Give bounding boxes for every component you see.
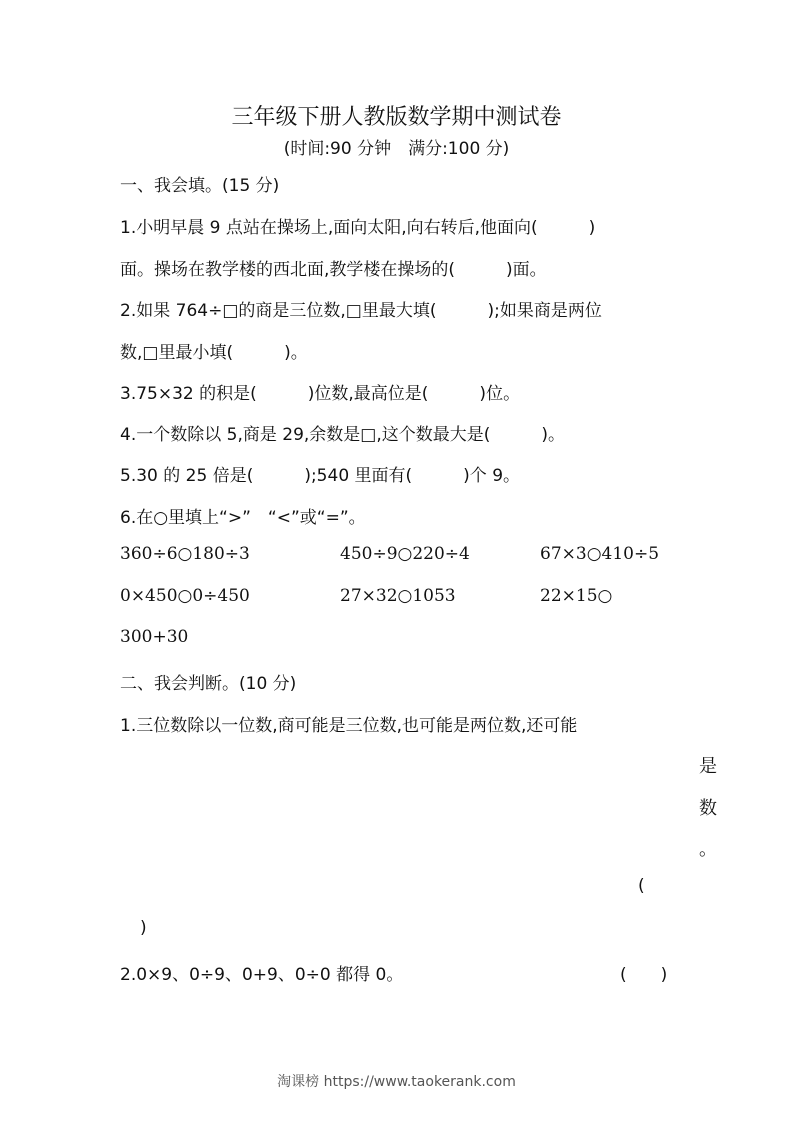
question-1-line-2: 面。操场在教学楼的西北面,教学楼在操场的( )面。	[120, 260, 547, 280]
judge-question-1-wrap-char: 。	[699, 839, 717, 860]
question-2-line-2: 数,□里最小填( )。	[120, 343, 308, 363]
footer-watermark: 淘课榜 https://www.taokerank.com	[277, 1074, 516, 1090]
compare-item: 360÷6○180÷3	[120, 544, 250, 564]
question-6: 6.在○里填上“>” “<”或“=”。	[120, 508, 366, 528]
answer-paren-close: )	[140, 918, 147, 938]
question-4: 4.一个数除以 5,商是 29,余数是□,这个数最大是( )。	[120, 425, 566, 445]
compare-item: 0×450○0÷450	[120, 586, 250, 606]
page-title: 三年级下册人教版数学期中测试卷	[231, 105, 562, 130]
judge-question-1: 1.三位数除以一位数,商可能是三位数,也可能是两位数,还可能	[120, 716, 578, 736]
question-2-line-1: 2.如果 764÷□的商是三位数,□里最大填( );如果商是两位	[120, 301, 602, 321]
question-5: 5.30 的 25 倍是( );540 里面有( )个 9。	[120, 466, 521, 486]
judge-question-2: 2.0×9、0÷9、0+9、0÷0 都得 0。	[120, 965, 404, 985]
compare-item: 22×15○	[540, 586, 613, 606]
question-1-line-1: 1.小明早晨 9 点站在操场上,面向太阳,向右转后,他面向( )	[120, 218, 596, 238]
compare-item: 450÷9○220÷4	[340, 544, 470, 564]
exam-time-score: (时间:90 分钟 满分:100 分)	[283, 139, 510, 159]
section-2-heading: 二、我会判断。(10 分)	[120, 674, 297, 694]
answer-paren-open: (	[638, 876, 645, 896]
judge-question-1-wrap-char: 数	[699, 798, 717, 819]
compare-item: 67×3○410÷5	[540, 544, 660, 564]
section-1-heading: 一、我会填。(15 分)	[120, 176, 280, 196]
compare-item-tail: 300+30	[120, 627, 189, 647]
judge-question-1-wrap-char: 是	[699, 756, 717, 777]
answer-parens: ( )	[620, 965, 668, 985]
compare-item: 27×32○1053	[340, 586, 456, 606]
question-3: 3.75×32 的积是( )位数,最高位是( )位。	[120, 384, 521, 404]
